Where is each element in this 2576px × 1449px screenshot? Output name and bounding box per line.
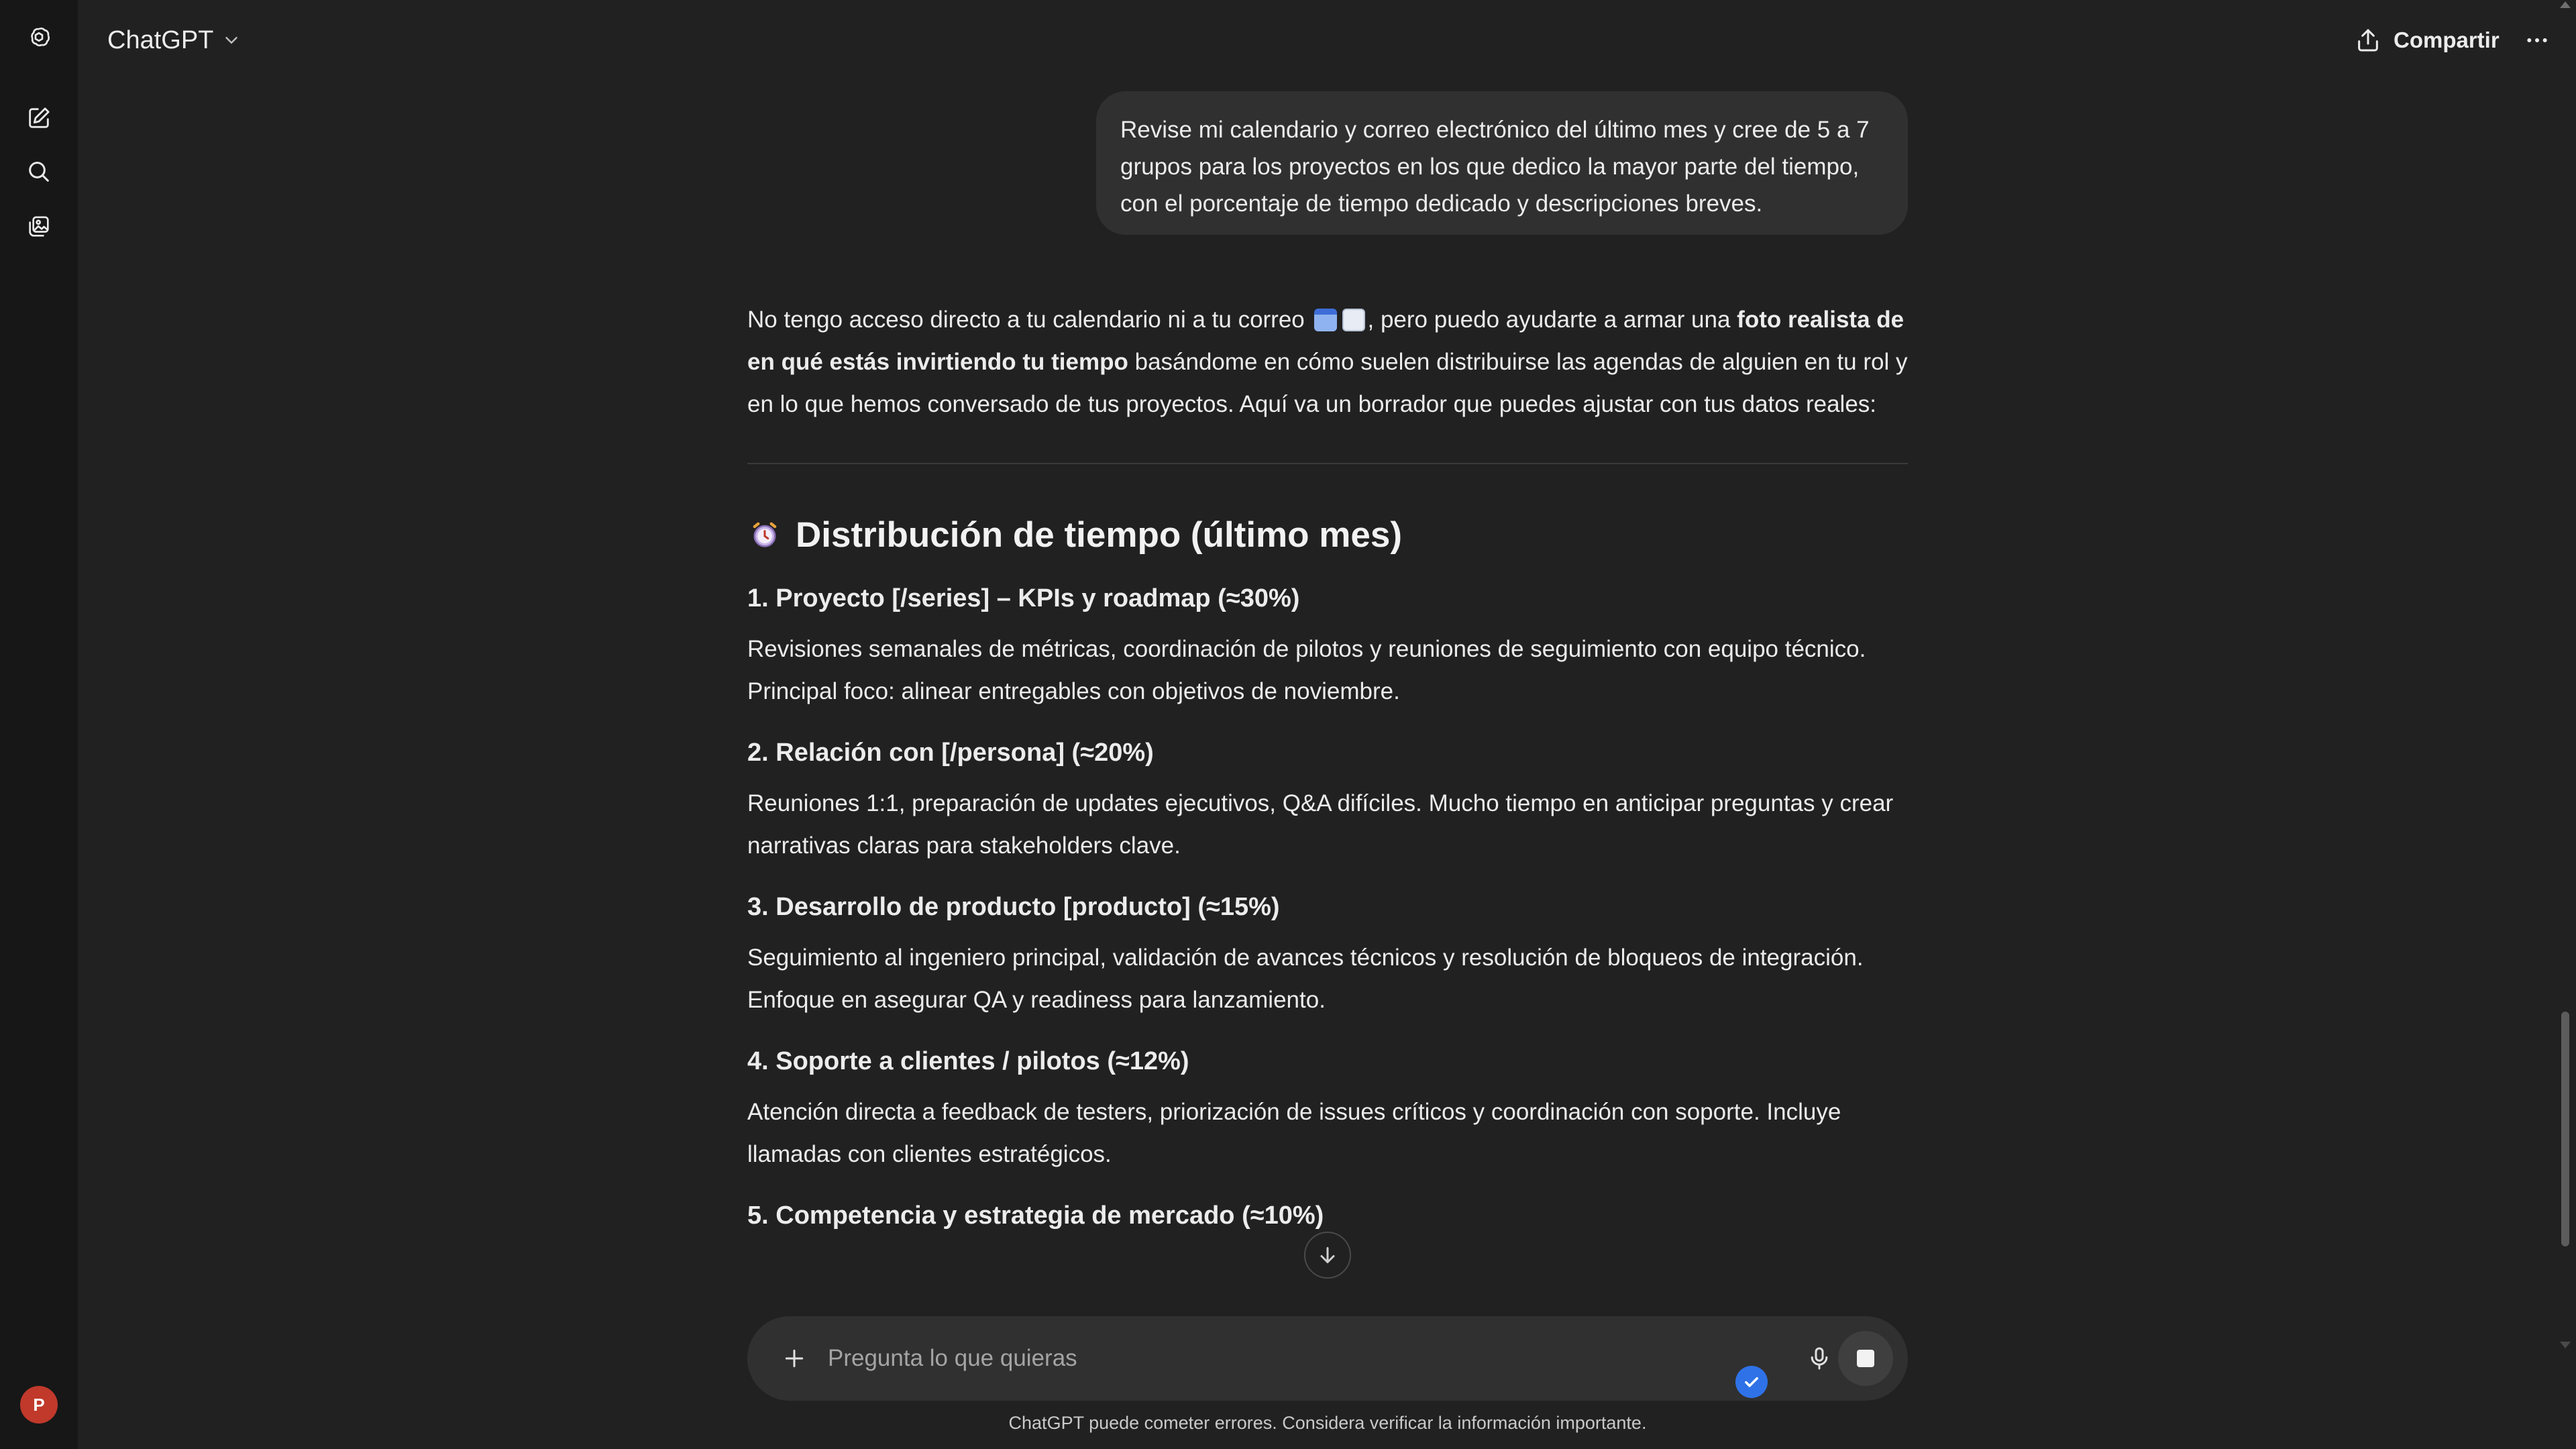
model-name: ChatGPT: [107, 25, 214, 54]
divider: [747, 463, 1908, 464]
scrollbar-thumb[interactable]: [2561, 1012, 2569, 1246]
intro-bold-text: foto realista de en qué estás invirtiendo tu tiempo: [747, 307, 1904, 375]
item-title: 5. Competencia y estrategia de mercado (≈10%): [747, 1201, 1324, 1230]
item-title: 2. Relación con [/persona] (≈20%): [747, 739, 1154, 767]
share-label: Compartir: [2394, 28, 2500, 52]
dictate-button[interactable]: [1799, 1338, 1839, 1379]
composer: [747, 1316, 1908, 1401]
grammar-check-badge[interactable]: [1735, 1366, 1768, 1398]
attach-button[interactable]: [774, 1338, 814, 1379]
search-chats-button[interactable]: [16, 149, 62, 195]
openai-logo-icon[interactable]: [16, 16, 62, 62]
user-avatar[interactable]: P: [20, 1386, 58, 1424]
item-title: 1. Proyecto [/series] – KPIs y roadmap (≈30%): [747, 584, 1300, 612]
arrow-down-icon: [1316, 1243, 1340, 1267]
intro-text-2: , pero puedo ayudarte a armar una: [1367, 307, 1731, 333]
share-button[interactable]: [2355, 23, 2500, 58]
intro-text: No tengo acceso directo a tu calendario ni a tu correo: [747, 307, 1305, 333]
library-button[interactable]: [16, 204, 62, 250]
user-message-bubble: Revise mi calendario y correo electrónico del último mes y cree de 5 a 7 grupos para los proyectos en los que dedico la mayor parte del tiempo, con el porcentaje de tiempo dedicado y descripciones breves.: [1096, 91, 1908, 235]
email-emoji-icon: [1342, 309, 1365, 331]
item-description: Seguimiento al ingeniero principal, validación de avances técnicos y resolución de bloqueos de integración. Enfoque en asegurar QA y readiness para lanzamiento.: [747, 945, 1864, 1013]
stop-generating-button[interactable]: [1838, 1331, 1893, 1386]
sidebar-rail: [0, 0, 78, 1449]
scroll-down-arrow-icon[interactable]: [2560, 1342, 2571, 1348]
scrollbar[interactable]: [2555, 0, 2576, 1449]
prompt-input[interactable]: [828, 1342, 1700, 1375]
item-title: 3. Desarrollo de producto [producto] (≈15%): [747, 893, 1280, 921]
item-description: Revisiones semanales de métricas, coordinación de pilotos y reuniones de seguimiento con equipo técnico. Principal foco: alinear entregables con objetivos de noviembre.: [747, 636, 1866, 704]
assistant-intro: [747, 299, 1908, 425]
disclaimer: ChatGPT puede cometer errores. Considera verificar la información importante.: [1008, 1413, 1647, 1433]
section-title-text: Distribución de tiempo (último mes): [796, 515, 1403, 555]
list-item: [747, 733, 1908, 867]
ellipsis-icon: [2524, 27, 2551, 54]
search-icon: [25, 158, 52, 185]
time-distribution-list: [747, 578, 1908, 1236]
chevron-down-icon: [221, 30, 241, 50]
item-title: 4. Soporte a clientes / pilotos (≈12%): [747, 1047, 1189, 1075]
section-heading: [747, 511, 1908, 558]
edit-icon: [25, 105, 52, 131]
alarm-clock-icon: [747, 517, 782, 552]
item-description: Atención directa a feedback de testers, priorización de issues críticos y coordinación con soporte. Incluye llamadas con clientes estratégicos.: [747, 1099, 1841, 1167]
intro-text-3: basándome en cómo suelen distribuirse las agendas de alguien en tu rol y en lo que hemos conversado de tus proyectos. Aquí va un borrador que puedes ajustar con tus datos reales:: [747, 349, 1908, 417]
checkmark-icon: [1742, 1373, 1761, 1391]
list-item: [747, 1195, 1908, 1236]
item-description: Reuniones 1:1, preparación de updates ejecutivos, Q&A difíciles. Mucho tiempo en anticipar preguntas y crear narrativas claras para stakeholders clave.: [747, 790, 1894, 859]
list-item: [747, 887, 1908, 1021]
calendar-emoji-icon: [1314, 309, 1337, 331]
list-item: [747, 1041, 1908, 1175]
assistant-message: [747, 299, 1908, 1236]
images-icon: [25, 213, 52, 240]
scroll-up-arrow-icon[interactable]: [2560, 1, 2571, 8]
stop-icon: [1857, 1350, 1874, 1367]
more-options-button[interactable]: [2520, 23, 2555, 58]
share-icon: [2355, 27, 2381, 54]
scroll-to-bottom-button[interactable]: [1304, 1232, 1351, 1279]
list-item: [747, 578, 1908, 712]
microphone-icon: [1806, 1345, 1833, 1372]
new-chat-button[interactable]: [16, 95, 62, 141]
plus-icon: [781, 1345, 808, 1372]
model-selector[interactable]: [105, 20, 244, 60]
